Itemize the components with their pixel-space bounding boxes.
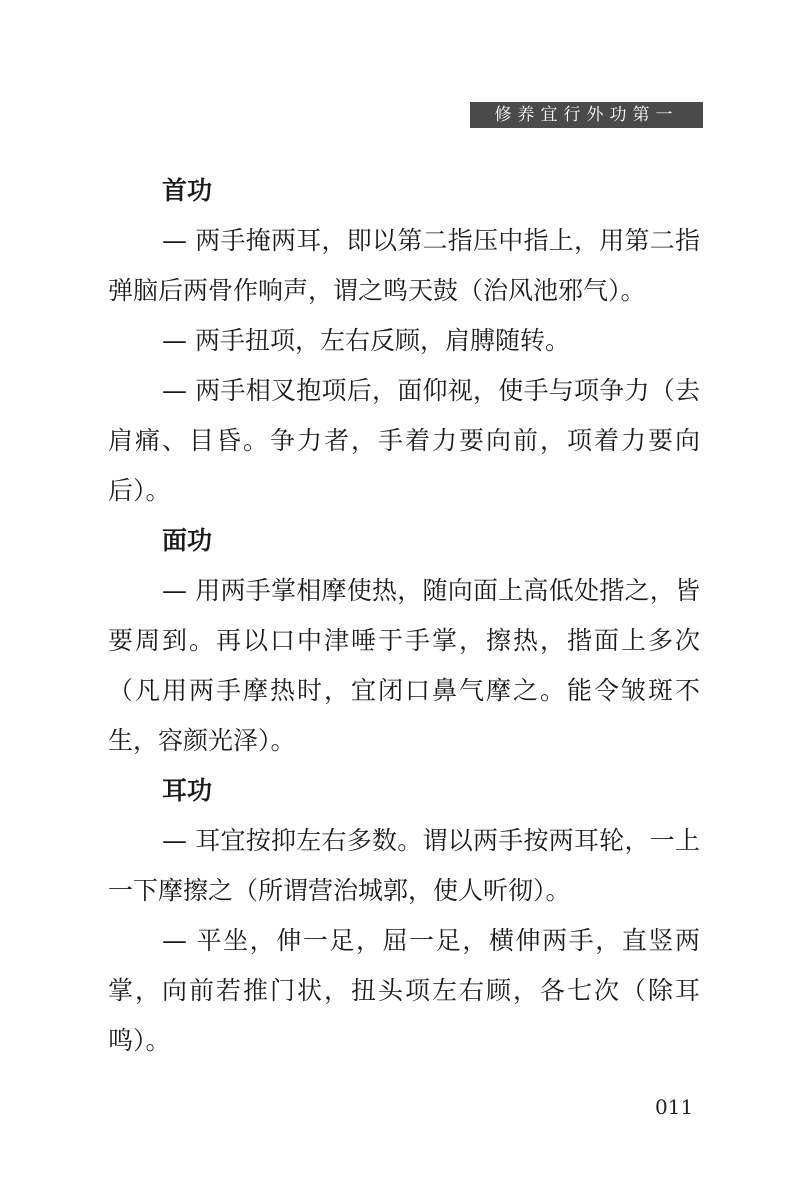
page-number: 011 (655, 1095, 694, 1119)
paragraph: — 用两手掌相摩使热，随向面上高低处揩之，皆要周到。再以口中津唾于手掌，擦热，揩面上多次（凡用两手摩热时，宜闭口鼻气摩之。能令皱斑不生，容颜光泽）。 (108, 576, 700, 755)
chapter-header: 修养宜行外功第一 (470, 102, 703, 128)
paragraph: — 耳宜按抑左右多数。谓以两手按两耳轮，一上一下摩擦之（所谓营治城郭，使人听彻）。 (108, 826, 700, 905)
section-title: 面功 (162, 526, 213, 555)
section-title: 耳功 (162, 776, 213, 805)
page-body (108, 166, 700, 1066)
paragraph: — 两手相叉抱项后，面仰视，使手与项争力（去肩痛、目昏。争力者，手着力要向前，项着力要向后）。 (108, 376, 700, 505)
paragraph: — 平坐，伸一足，屈一足，横伸两手，直竖两掌，向前若推门状，扭头项左右顾，各七次（除耳鸣）。 (108, 926, 700, 1055)
paragraph: — 两手掩两耳，即以第二指压中指上，用第二指弹脑后两骨作响声，谓之鸣天鼓（治风池邪气）。 (108, 226, 700, 305)
section-title: 首功 (162, 176, 213, 205)
paragraph: — 两手扭项，左右反顾，肩膊随转。 (162, 326, 570, 355)
